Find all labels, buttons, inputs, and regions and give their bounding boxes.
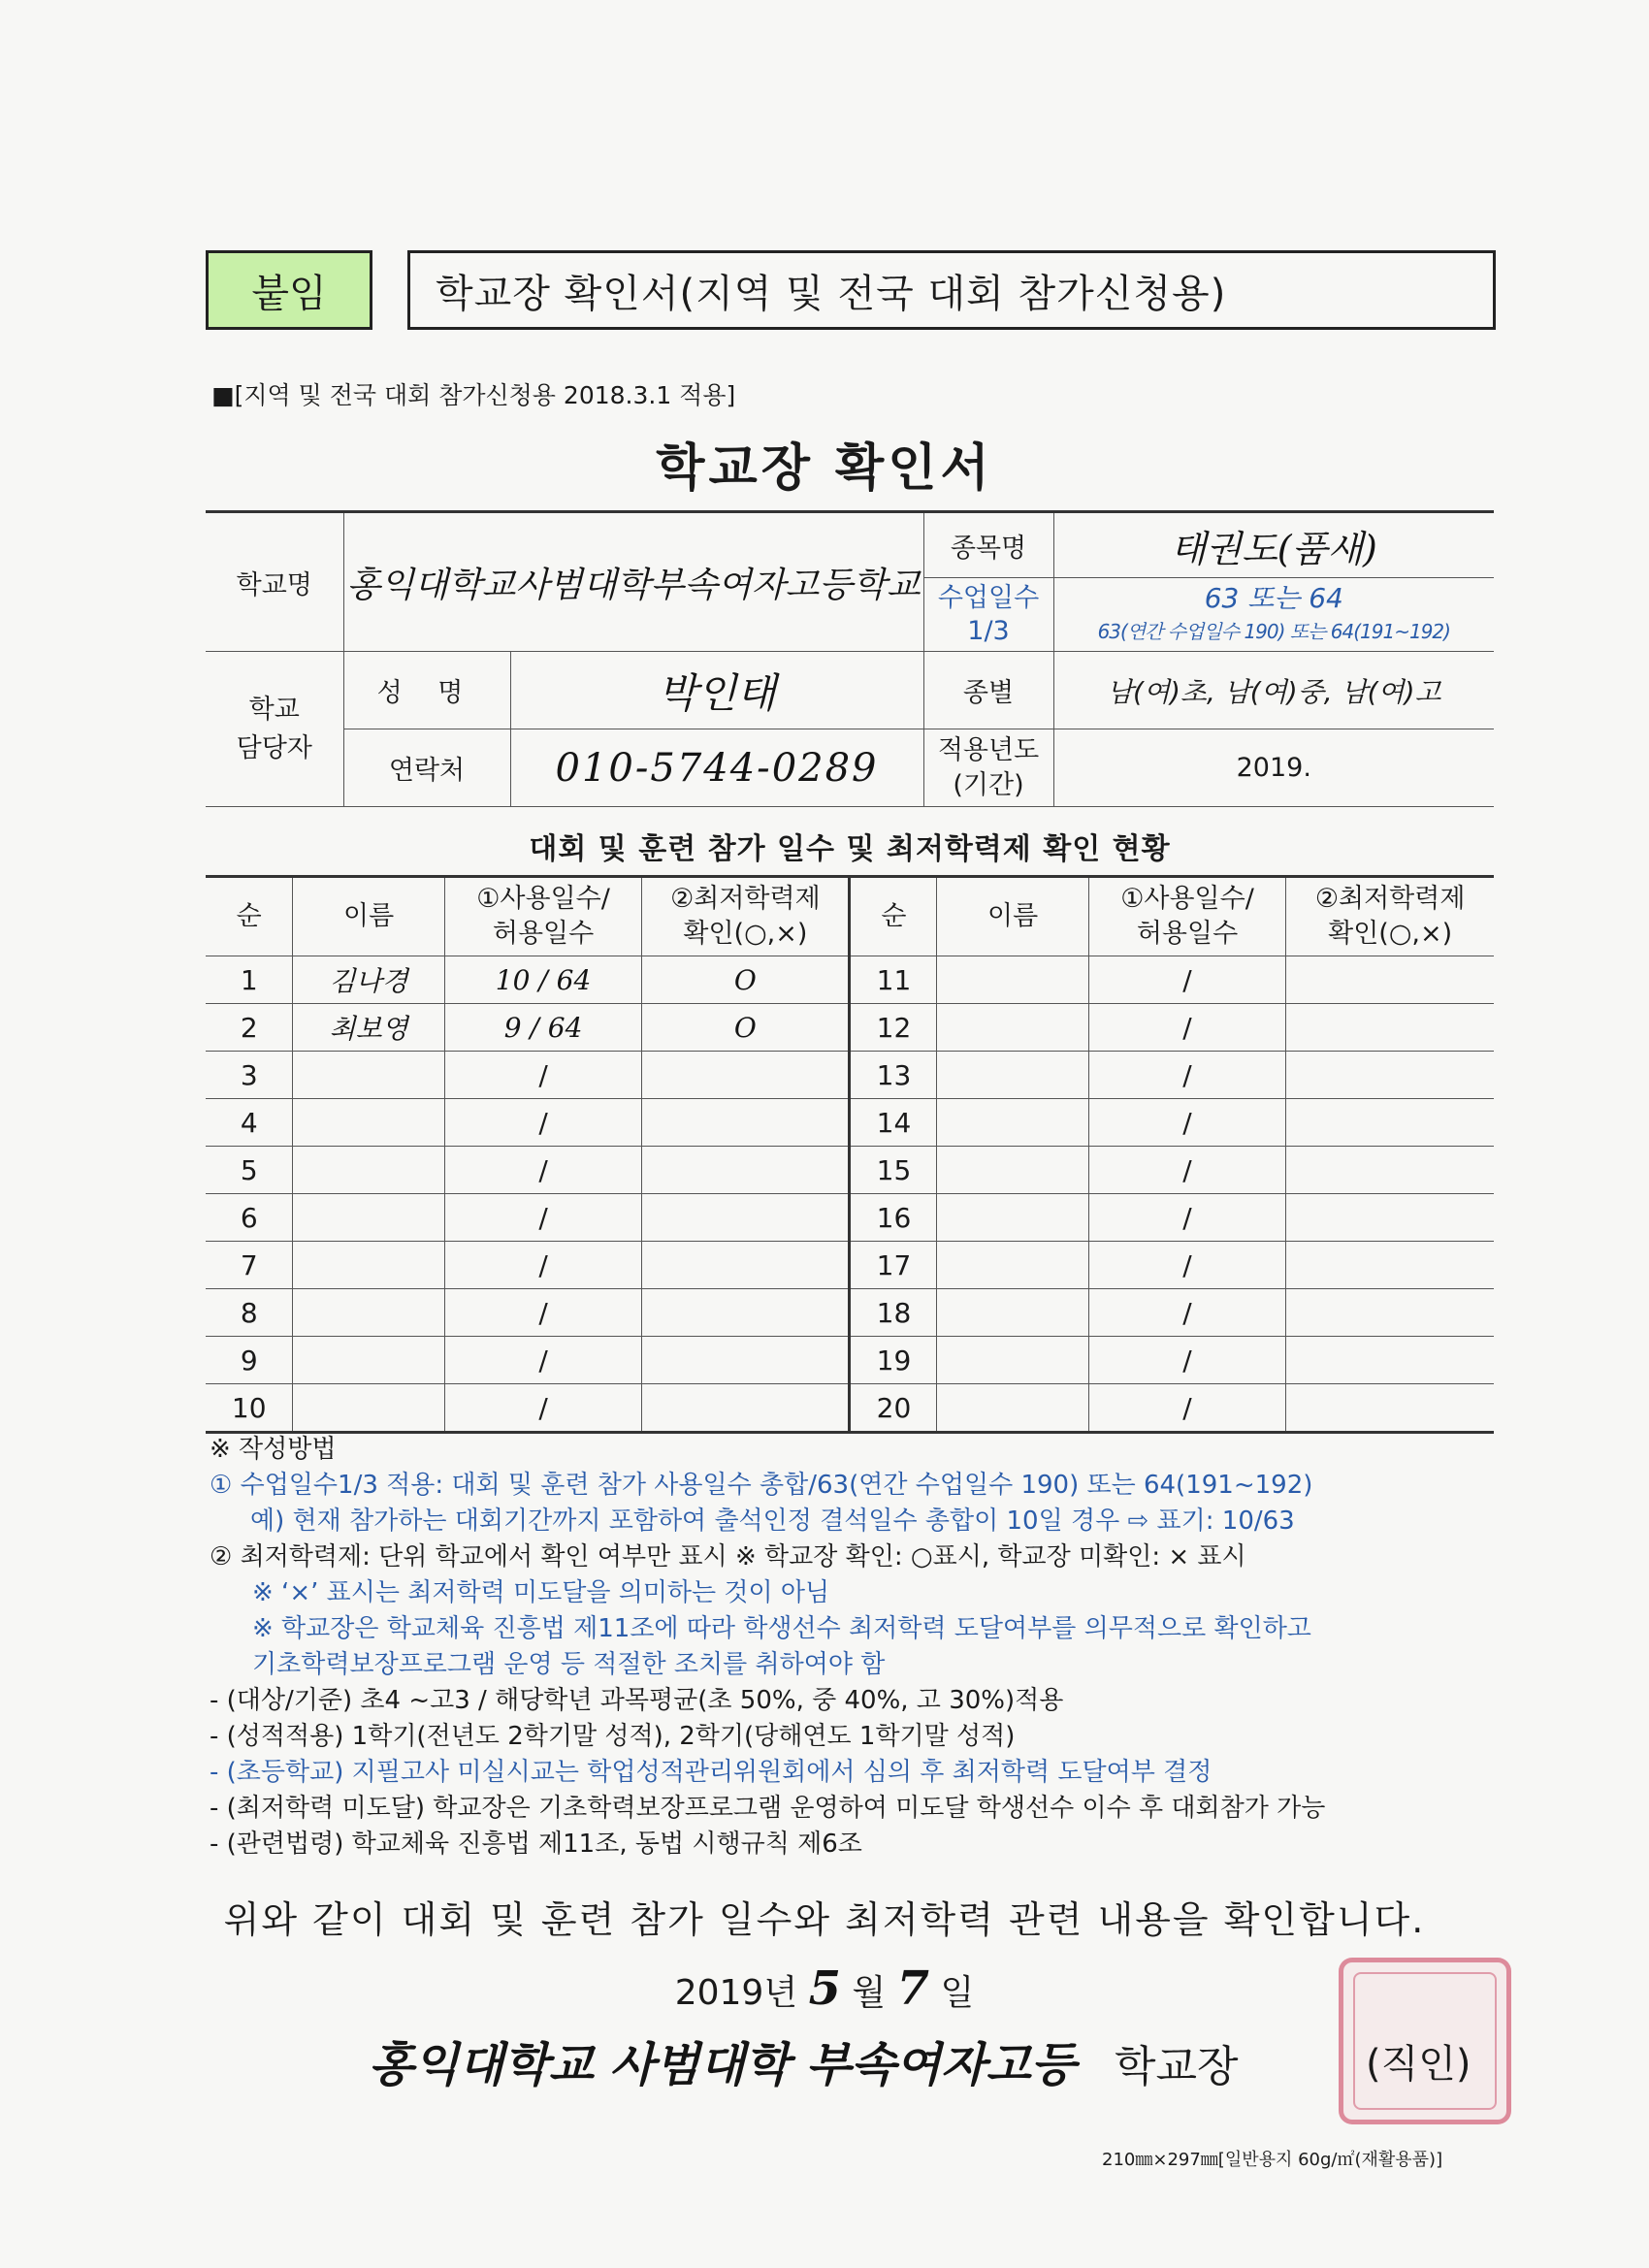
row-days: / [1088, 1052, 1285, 1099]
category-value: 남(여)초, 남(여)중, 남(여)고 [1053, 652, 1494, 729]
table-row [206, 1289, 1494, 1337]
col-name-right: 이름 [937, 877, 1088, 956]
row-no: 7 [206, 1242, 293, 1289]
row-name [937, 1384, 1088, 1433]
col-no-right: 순 [850, 877, 937, 956]
row-days: / [1088, 1337, 1285, 1384]
row-name [293, 1384, 444, 1433]
note-line: - (성적적용) 1학기(전년도 2학기말 성적), 2학기(당해연도 1학기말 성적) [210, 1722, 1016, 1751]
row-check [642, 1242, 850, 1289]
table-row [206, 1384, 1494, 1433]
name-label: 성 명 [343, 652, 510, 729]
row-name [937, 1289, 1088, 1337]
row-days: / [444, 1337, 641, 1384]
note-line: 예) 현재 참가하는 대회기간까지 포함하여 출석인정 결석일수 총합이 10일 경우 ⇨ 표기: 10/63 [250, 1507, 1295, 1536]
row-no: 17 [850, 1242, 937, 1289]
school-info-table [206, 510, 1494, 807]
seal-label: (직인) [1366, 2042, 1471, 2087]
col-name-left: 이름 [293, 877, 444, 956]
paper-spec: 210㎜×297㎜[일반용지 60g/㎡(재활용품)] [1102, 2150, 1443, 2170]
col-days-right: ①사용일수/ 허용일수 [1088, 877, 1285, 956]
contact-person-label: 학교 담당자 [206, 652, 343, 807]
row-days: / [444, 1242, 641, 1289]
note-line: ※ 작성방법 [210, 1435, 337, 1464]
row-name [937, 1337, 1088, 1384]
note-line: ※ 학교장은 학교체육 진흥법 제11조에 따라 학생선수 최저학력 도달여부를 의무적으로 확인하고 [252, 1614, 1311, 1643]
row-no: 6 [206, 1194, 293, 1242]
row-days: / [1088, 1099, 1285, 1147]
row-days: / [1088, 1004, 1285, 1052]
row-check [642, 1289, 850, 1337]
row-days: / [444, 1099, 641, 1147]
col-no-left: 순 [206, 877, 293, 956]
table-row [206, 1242, 1494, 1289]
row-no: 4 [206, 1099, 293, 1147]
row-check [1286, 1337, 1494, 1384]
participants-table [206, 875, 1494, 1434]
row-no: 8 [206, 1289, 293, 1337]
row-check [1286, 1147, 1494, 1194]
row-name [937, 1242, 1088, 1289]
school-name-value: 홍익대학교사범대학부속여자고등학교 [343, 512, 923, 652]
year-value: 2019. [1053, 729, 1494, 807]
row-no: 1 [206, 956, 293, 1004]
row-days: / [444, 1194, 641, 1242]
row-days: / [444, 1289, 641, 1337]
row-name [293, 1052, 444, 1099]
event-label: 종목명 [923, 512, 1053, 578]
row-days: / [1088, 1289, 1285, 1337]
date-month-value: 5 [808, 1961, 841, 2016]
table-row [206, 1052, 1494, 1099]
table-row [206, 1099, 1494, 1147]
principal-signature [369, 2027, 1238, 2094]
row-no: 9 [206, 1337, 293, 1384]
year-label: 적용년도 (기간) [923, 729, 1053, 807]
confirmation-statement: 위와 같이 대회 및 훈련 참가 일수와 최저학력 관련 내용을 확인합니다. [223, 1898, 1426, 1941]
row-check [1286, 1099, 1494, 1147]
row-days: / [1088, 1147, 1285, 1194]
row-no: 18 [850, 1289, 937, 1337]
category-label: 종별 [923, 652, 1053, 729]
table-row [206, 956, 1494, 1004]
row-check: O [642, 956, 850, 1004]
row-days: / [1088, 1242, 1285, 1289]
row-name: 최보영 [293, 1004, 444, 1052]
row-days: / [444, 1384, 641, 1433]
table-row [206, 1004, 1494, 1052]
row-days: / [1088, 1194, 1285, 1242]
note-line: 기초학력보장프로그램 운영 등 적절한 조치를 취하여야 함 [252, 1650, 886, 1679]
row-name: 김나경 [293, 956, 444, 1004]
table-header-row [206, 877, 1494, 956]
row-check [1286, 1384, 1494, 1433]
row-no: 12 [850, 1004, 937, 1052]
note-line: - (초등학교) 지필고사 미실시교는 학업성적관리위원회에서 심의 후 최저학력 도달여부 결정 [210, 1758, 1212, 1787]
event-value: 태권도(품새) [1053, 512, 1494, 578]
note-line: ※ ‘×’ 표시는 최저학력 미도달을 의미하는 것이 아님 [252, 1578, 830, 1607]
row-days: / [1088, 1384, 1285, 1433]
note-line: - (최저학력 미도달) 학교장은 기초학력보장프로그램 운영하여 미도달 학생선수 이수 후 대회참가 가능 [210, 1794, 1326, 1823]
row-days: / [1088, 956, 1285, 1004]
document-title: 학교장 확인서 [656, 439, 993, 498]
phone-label: 연락처 [343, 729, 510, 807]
row-check [642, 1147, 850, 1194]
row-name [293, 1194, 444, 1242]
col-days-left: ①사용일수/ 허용일수 [444, 877, 641, 956]
row-no: 5 [206, 1147, 293, 1194]
school-name-label: 학교명 [206, 512, 343, 652]
row-check [1286, 1194, 1494, 1242]
note-line: ① 수업일수1/3 적용: 대회 및 훈련 참가 사용일수 총합/63(연간 수업일수 190) 또는 64(191~192) [210, 1471, 1313, 1500]
row-check [1286, 1004, 1494, 1052]
row-name [293, 1289, 444, 1337]
date-day-value: 7 [896, 1961, 930, 2016]
row-name [293, 1337, 444, 1384]
row-days: / [444, 1052, 641, 1099]
row-no: 14 [850, 1099, 937, 1147]
school-days-label: 수업일수 1/3 [923, 578, 1053, 652]
applicability-note: ■[지역 및 전국 대회 참가신청용 2018.3.1 적용] [211, 381, 736, 409]
row-no: 15 [850, 1147, 937, 1194]
row-no: 10 [206, 1384, 293, 1433]
phone-value: 010-5744-0289 [510, 729, 923, 807]
col-check-right: ②최저학력제 확인(○,×) [1286, 877, 1494, 956]
attachment-tag: 붙임 [206, 250, 372, 330]
row-days: 10 / 64 [444, 956, 641, 1004]
row-no: 16 [850, 1194, 937, 1242]
row-name [293, 1099, 444, 1147]
school-days-value: 63 또는 64 63(연간 수업일수 190) 또는 64(191~192) [1053, 578, 1494, 652]
row-check [1286, 1289, 1494, 1337]
row-name [937, 1147, 1088, 1194]
row-check [642, 1052, 850, 1099]
row-name [937, 956, 1088, 1004]
confirmation-date: 2019년 5 월 7 일 [674, 1961, 975, 2016]
note-line: - (대상/기준) 초4 ~고3 / 해당학년 과목평균(초 50%, 중 40%, 고 30%)적용 [210, 1686, 1064, 1715]
row-name [293, 1242, 444, 1289]
row-check [642, 1337, 850, 1384]
header-title-box: 학교장 확인서(지역 및 전국 대회 참가신청용) [407, 250, 1496, 330]
note-line: - (관련법령) 학교체육 진흥법 제11조, 동법 시행규칙 제6조 [210, 1830, 862, 1859]
col-check-left: ②최저학력제 확인(○,×) [642, 877, 850, 956]
row-check: O [642, 1004, 850, 1052]
school-handwritten-name: 홍익대학교 사범대학 부속여자고등 [369, 2038, 1076, 2092]
row-name [937, 1099, 1088, 1147]
row-check [1286, 1242, 1494, 1289]
row-check [642, 1384, 850, 1433]
row-no: 3 [206, 1052, 293, 1099]
row-days: 9 / 64 [444, 1004, 641, 1052]
table-row [206, 1194, 1494, 1242]
row-check [1286, 956, 1494, 1004]
principal-title: 학교장 [1114, 2042, 1239, 2091]
section-title: 대회 및 훈련 참가 일수 및 최저학력제 확인 현황 [529, 832, 1171, 866]
row-name [293, 1147, 444, 1194]
row-days: / [444, 1147, 641, 1194]
row-name [937, 1194, 1088, 1242]
writing-instructions [210, 1432, 1500, 1863]
row-check [1286, 1052, 1494, 1099]
name-value: 박인태 [510, 652, 923, 729]
row-no: 20 [850, 1384, 937, 1433]
row-no: 19 [850, 1337, 937, 1384]
row-check [642, 1194, 850, 1242]
row-name [937, 1004, 1088, 1052]
table-row [206, 1337, 1494, 1384]
row-no: 11 [850, 956, 937, 1004]
row-check [642, 1099, 850, 1147]
row-no: 13 [850, 1052, 937, 1099]
row-no: 2 [206, 1004, 293, 1052]
row-name [937, 1052, 1088, 1099]
table-row [206, 1147, 1494, 1194]
note-line: ② 최저학력제: 단위 학교에서 확인 여부만 표시 ※ 학교장 확인: ○표시, 학교장 미확인: × 표시 [210, 1542, 1246, 1571]
